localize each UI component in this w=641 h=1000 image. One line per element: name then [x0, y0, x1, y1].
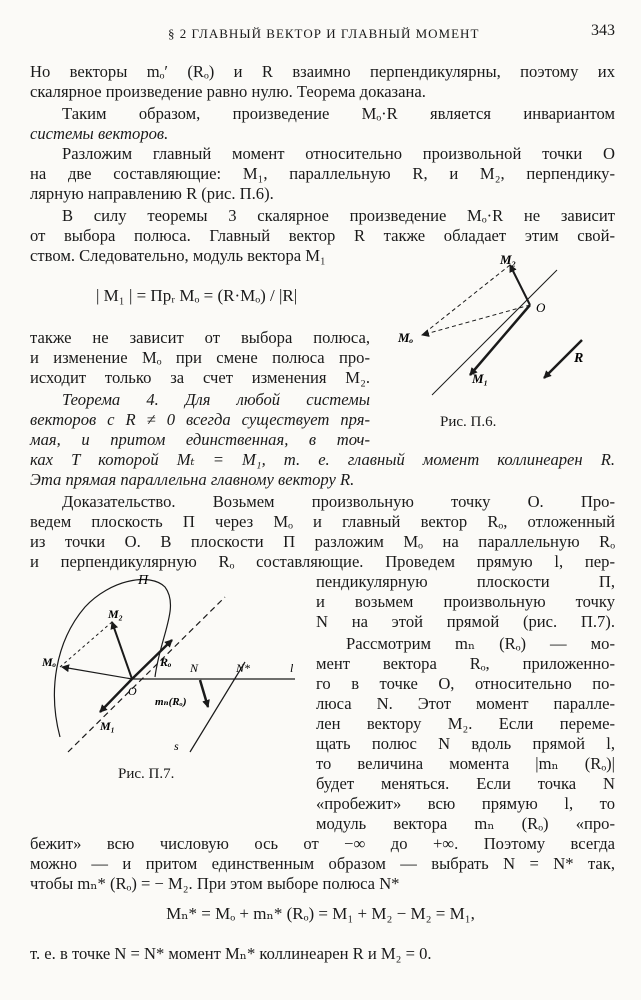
label-m1: M₁ [472, 371, 489, 386]
text-line: Разложим главный момент относительно произвольной точки O [62, 144, 615, 163]
figure-p6 [382, 250, 612, 410]
label-ro: Rₒ [160, 655, 172, 669]
text-line: мент вектора Rₒ, приложенно- [316, 654, 615, 673]
mo-vector [62, 667, 132, 679]
figure-p7-caption: Рис. П.7. [118, 766, 175, 782]
line-s [190, 662, 245, 752]
formula-m1-modulus: | M₁ | = Прᵣ Mₒ = (R·Mₒ) / |R| [96, 286, 298, 305]
theorem-4-line: Теорема 4. Для любой системы [62, 390, 370, 409]
label-l: l [290, 661, 294, 675]
text-line: го в точке O, относительно по- [316, 674, 615, 693]
text-line: люса N. Этот момент паралле- [316, 694, 615, 713]
text-line: ведем плоскость П через Mₒ и главный вектор Rₒ, отложенный [30, 512, 615, 531]
label-o: O [128, 684, 137, 698]
page-header [30, 22, 615, 44]
text-line: и перпендикулярную Rₒ составляющие. Проведем прямую l, пер- [30, 552, 615, 571]
text-line: векторов с R ≠ 0 всегда существует пря- [30, 410, 370, 429]
text-line: лен вектору M₂. Если переме- [316, 714, 615, 733]
page-number: 343 [591, 22, 615, 39]
text-line: модуль вектора mₙ (Rₒ) «про- [316, 814, 615, 833]
label-m2: M₂ [108, 607, 123, 621]
text-line: будет меняться. Если точка N [316, 774, 615, 793]
r-axis-line [432, 270, 557, 395]
text-line: то величина момента |mₙ (Rₒ)| [316, 754, 615, 773]
text-line: бежит» всю числовую ось от −∞ до +∞. Поэтому всегда [30, 834, 615, 853]
text-line: Рассмотрим mₙ (Rₒ) — мо- [346, 634, 615, 653]
m2-projection [60, 622, 112, 667]
text-line: Эта прямая параллельна главному вектору R. [30, 470, 355, 489]
label-n: N [190, 661, 199, 675]
label-s: s [174, 739, 179, 753]
text-line: чтобы mₙ* (Rₒ) = − M₂. При этом выборе полюса N* [30, 874, 400, 893]
label-o: O [536, 300, 546, 315]
r-line [68, 597, 225, 752]
label-r: R [574, 351, 584, 366]
text-line: ках T которой Mₜ = M₁, т. е. главный момент коллинеарен R. [30, 450, 615, 469]
label-pi: П [138, 573, 149, 588]
text-line: также не зависит от выбора полюса, [30, 328, 370, 347]
figure-p6-caption: Рис. П.6. [440, 414, 497, 430]
text-line: N на этой прямой (рис. П.7). [316, 612, 615, 631]
text-line: от выбора полюса. Главный вектор R также обладает этим свой- [30, 226, 615, 245]
text-line: и изменение Mₒ при смене полюса про- [30, 348, 370, 367]
text-line: системы векторов. [30, 124, 169, 143]
text-line: щать полюс N вдоль прямой l, [316, 734, 615, 753]
m2-vector [112, 622, 132, 679]
text-line: т. е. в точке N = N* момент Mₙ* коллинеарен R и M₂ = 0. [30, 944, 432, 963]
text-line: исходит только за счет изменения M₂. [30, 368, 370, 387]
mo-vector [422, 305, 530, 335]
text-line: и возьмем произвольную точку [316, 592, 615, 611]
text-line: Но векторы mₒ′ (Rₒ) и R взаимно перпендикулярны, поэтому их [30, 62, 615, 81]
label-mo: Mₒ [42, 655, 57, 669]
text-line: В силу теоремы 3 скалярное произведение Mₒ·R не зависит [62, 206, 615, 225]
running-title: § 2 ГЛАВНЫЙ ВЕКТОР И ГЛАВНЫЙ МОМЕНТ [168, 26, 480, 41]
label-nstar: N* [236, 661, 251, 675]
formula-mn-star: Mₙ* = Mₒ + mₙ* (Rₒ) = M₁ + M₂ − M₂ = M₁, [166, 904, 475, 923]
m2-vector [510, 265, 530, 305]
text-line: лярную направлению R (рис. П.6). [30, 184, 274, 203]
text-line: пендикулярную плоскости П, [316, 572, 615, 591]
label-m2: M₂ [500, 252, 517, 267]
text-line: на две составляющие: M₁, параллельную R, и M₂, перпендику- [30, 164, 615, 183]
mn-vector [200, 680, 208, 707]
m2-projection [422, 265, 510, 335]
text-line: можно — и притом единственным образом — выбрать N = N* так, [30, 854, 615, 873]
text-line: Таким образом, произведение Mₒ·R является инвариантом [62, 104, 615, 123]
text-line: из точки O. В плоскости П разложим Mₒ на параллельную Rₒ [30, 532, 615, 551]
text-line: «пробежит» всю прямую l, то [316, 794, 615, 813]
text-line: скалярное произведение равно нулю. Теорема доказана. [30, 82, 426, 101]
m1-vector [470, 305, 530, 375]
figure-p7 [40, 562, 310, 762]
label-m1: M₁ [100, 719, 115, 733]
label-mn: mₙ(Rₒ) [155, 696, 187, 708]
proof-line: Доказательство. Возьмем произвольную точку O. Про- [62, 492, 615, 511]
label-mo: Mₒ [398, 330, 414, 345]
text-line: ством. Следовательно, модуль вектора M₁ [30, 246, 326, 265]
text-line: мая, и притом единственная, в точ- [30, 430, 370, 449]
